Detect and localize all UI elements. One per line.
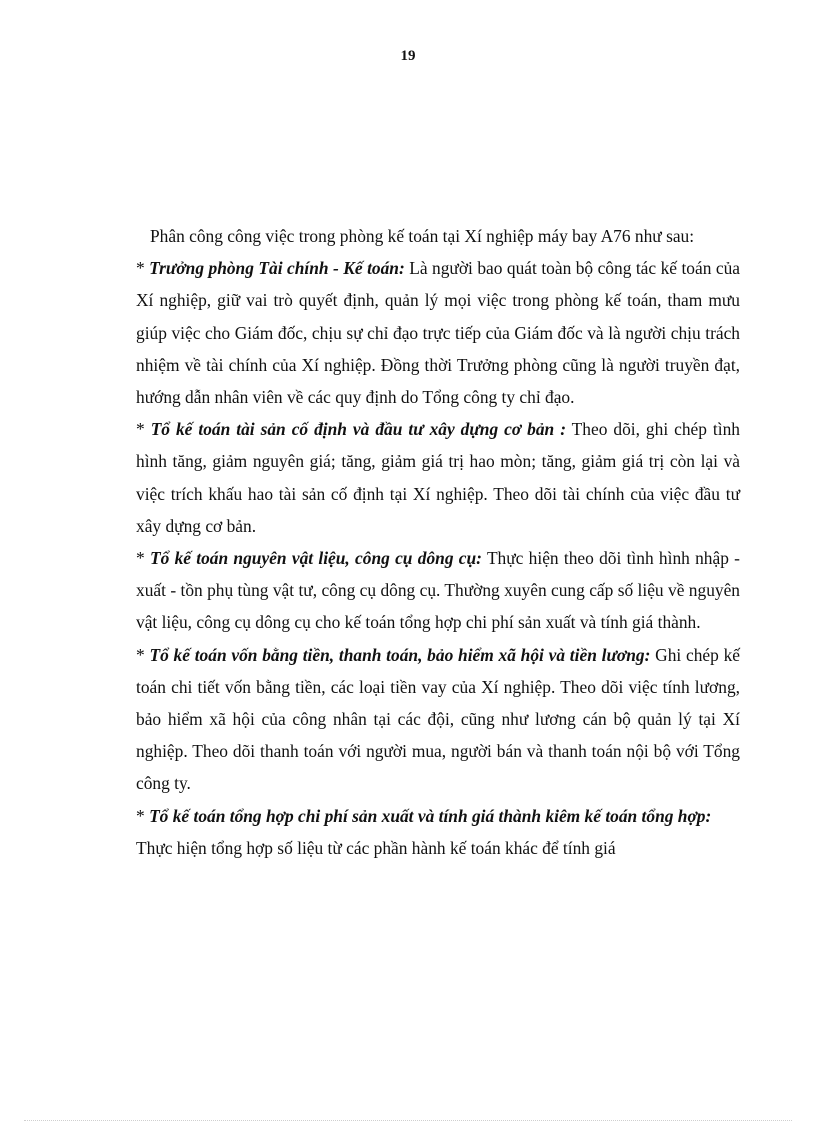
intro-paragraph: Phân công công việc trong phòng kế toán tại Xí nghiệp máy bay A76 như sau: (150, 226, 695, 246)
section-general-accounting (136, 800, 740, 864)
section-heading: Tổ kế toán tổng hợp chi phí sản xuất và tính giá thành kiêm kế toán tổng hợp: (149, 805, 712, 826)
section-body: Thực hiện theo dõi tình hình nhập - xuất - tồn phụ tùng vật tư, công cụ dông cụ. Thường xuyên cung cấp số liệu về nguyên vật liệu, công cụ dông cụ cho kế toán tổng hợp chi phí sản xuất và tính giá thành. (136, 548, 740, 633)
section-marker: * (136, 548, 145, 569)
section-marker: * (136, 258, 145, 279)
section-marker: * (136, 419, 145, 440)
page-number: 19 (400, 48, 416, 64)
section-heading: Tổ kế toán vốn bằng tiền, thanh toán, bảo hiểm xã hội và tiền lương: (149, 644, 651, 665)
section-body: Theo dõi, ghi chép tình hình tăng, giảm nguyên giá; tăng, giảm giá trị hao mòn; tăng, giảm giá trị còn lại và việc trích khấu hao tài sản cố định tại Xí nghiệp. Theo dõi tài chính của việc đầu tư xây dựng cơ bản. (136, 419, 740, 536)
section-heading: Trưởng phòng Tài chính - Kế toán: (149, 258, 405, 279)
section-cash-payroll (136, 639, 740, 800)
section-heading: Tổ kế toán tài sản cố định và đầu tư xây dựng cơ bản : (150, 419, 566, 440)
section-fixed-assets (136, 413, 740, 542)
section-marker: * (136, 805, 145, 826)
section-chief-accountant (136, 252, 740, 413)
section-materials (136, 542, 740, 639)
document-body (136, 220, 740, 864)
section-body: Ghi chép kế toán chi tiết vốn bằng tiền, các loại tiền vay của Xí nghiệp. Theo dõi việc tính lương, bảo hiểm xã hội của công nhân tại các đội, cũng như lương cán bộ quản lý tại Xí nghiệp. Theo dõi thanh toán với người mua, người bán và thanh toán nội bộ với Tổng công ty. (136, 644, 740, 794)
section-body: Thực hiện tổng hợp số liệu từ các phần hành kế toán khác để tính giá (136, 837, 616, 858)
section-marker: * (136, 644, 145, 665)
section-heading: Tổ kế toán nguyên vật liệu, công cụ dông cụ: (149, 548, 482, 569)
page-bottom-rule (24, 1120, 792, 1121)
section-body: Là người bao quát toàn bộ công tác kế toán của Xí nghiệp, giữ vai trò quyết định, quản lý mọi việc trong phòng kế toán, tham mưu giúp việc cho Giám đốc, chịu sự chỉ đạo trực tiếp của Giám đốc và là người chịu trách nhiệm về tài chính của Xí nghiệp. Đồng thời Trưởng phòng cũng là người truyền đạt, hướng dẫn nhân viên về các quy định do Tổng công ty chỉ đạo. (136, 258, 740, 408)
